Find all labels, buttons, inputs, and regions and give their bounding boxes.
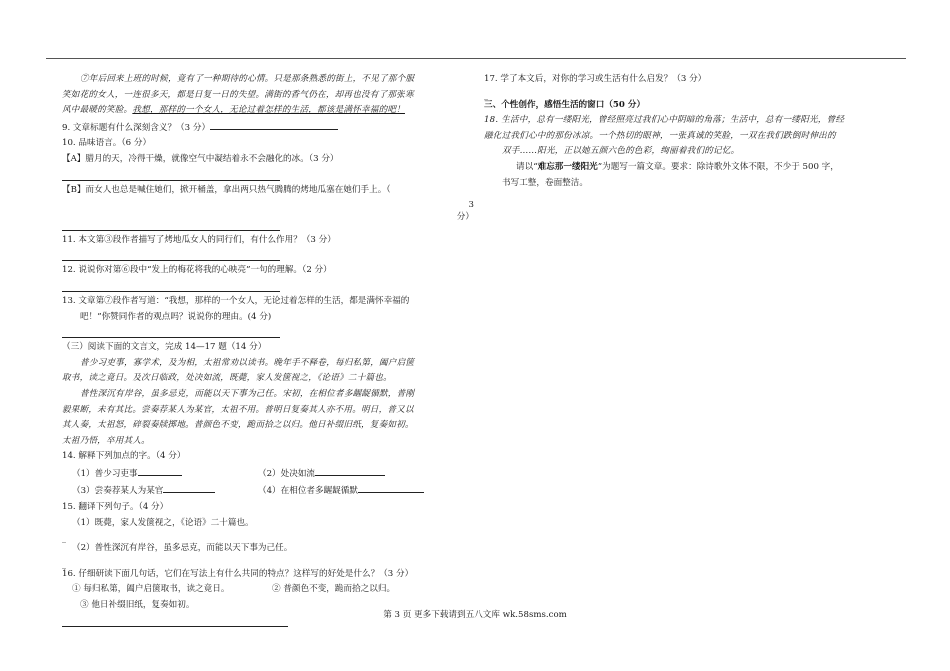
question-18-requirement xyxy=(484,160,894,176)
answer-dash[interactable]: _ xyxy=(62,559,66,569)
question-18-requirement-line2: 书写工整，卷面整洁。 xyxy=(502,177,588,188)
section-writing-heading: 三、个性创作，感悟生活的窗口（50 分） xyxy=(484,99,646,110)
answer-line[interactable] xyxy=(62,218,280,231)
question-14-item1 xyxy=(72,465,258,483)
question-10: 10. 品味语言。（6 分） xyxy=(62,138,152,149)
classical-text-line1: 普少习吏事，寡学术，及为相，太祖常劝以读书。晚年手不释卷，每归私第，阖户启箧 xyxy=(80,357,415,368)
answer-dash[interactable]: _ xyxy=(62,534,66,544)
answer-line[interactable] xyxy=(62,248,280,261)
requirement-text: ”为题写一篇文章。要求：除诗歌外文体不限，不少于 500 字， xyxy=(597,161,839,172)
question-10a: 【A】腊月的天，冷得干燥，就像空气中凝结着永不会融化的冰。（3 分） xyxy=(62,153,339,164)
question-9 xyxy=(62,119,474,137)
question-16: 16. 仔细研读下面几句话，它们在写法上有什么共同的特点？这样写的好处是什么？（3 分） xyxy=(62,568,414,579)
question-14-item4 xyxy=(258,482,424,500)
question-16-row1 xyxy=(62,582,474,598)
answer-line[interactable] xyxy=(62,279,280,292)
answer-blank[interactable] xyxy=(358,482,424,493)
underlined-sentence: 我想，那样的一个女人，无论过着怎样的生活，都该是满怀幸福的吧！ xyxy=(132,105,405,116)
classical-text-line6: 太祖乃悟，卒用其人。 xyxy=(62,435,150,446)
question-17: 17. 学了本文后，对你的学习或生活有什么启发？（3 分） xyxy=(484,74,707,84)
answer-line[interactable] xyxy=(62,325,280,338)
question-14-item3 xyxy=(72,482,258,500)
answer-blank[interactable] xyxy=(210,119,338,130)
question-10b-line2: 3 xyxy=(468,200,474,211)
question-14-row1 xyxy=(62,465,474,483)
answer-blank[interactable] xyxy=(138,465,182,476)
question-16-item2: ② 普颜色不变，跪而拾之以归。 xyxy=(272,584,396,595)
question-14-item1-text: （1）普少习吏事 xyxy=(72,468,138,479)
question-18-line3: 双手……阳光，正以她五颜六色的色彩，绚丽着我们的记忆。 xyxy=(502,146,740,157)
question-14: 14. 解释下列加点的字。（4 分） xyxy=(62,451,186,462)
question-11: 11. 本文第③段作者描写了烤地瓜女人的同行们，有什么作用？（3 分） xyxy=(62,234,336,245)
question-14-item3-text: （3）尝奏荐某人为某官 xyxy=(72,486,164,497)
answer-dash[interactable]: _ xyxy=(484,90,488,100)
question-10b-line3: 分） xyxy=(456,212,474,223)
passage-paragraph-7-line3 xyxy=(62,103,474,119)
question-15-item2: （2）普性深沉有岸谷，虽多忌克，而能以天下事为己任。 xyxy=(72,543,293,554)
question-14-item2-text: （2）处决如流 xyxy=(258,468,316,479)
question-13-line1: 13. 文章第⑦段作者写道：“我想，那样的一个女人，无论过着怎样的生活，都是满怀幸福的 xyxy=(62,295,410,306)
classical-text-line4: 毅果断，未有其比。尝奏荐某人为某官，太祖不用。普明日复奏其人亦不用。明日，普又以 xyxy=(62,404,414,415)
question-18-line1: 18. 生活中，总有一缕阳光，曾经照亮过我们心中阴暗的角落；生活中，总有一缕阳光，曾经 xyxy=(484,115,845,126)
answer-blank[interactable] xyxy=(163,482,215,493)
classical-text-line5: 其人奏，太祖怒，碎裂奏牍掷地。普颜色不变，跪而拾之以归。他日补缀旧纸，复奏如初。 xyxy=(62,420,414,431)
question-13-line2: 吧！”你赞同作者的观点吗？说说你的理由。(4 分) xyxy=(80,311,272,322)
essay-title: 难忘那一缕阳光 xyxy=(537,161,598,172)
question-15: 15. 翻译下列句子。（4 分） xyxy=(62,502,169,513)
question-15-item1: （1）既薨，家人发箧视之，《论语》二十篇也。 xyxy=(72,517,254,528)
question-18-line2: 融化过我们心中的那份冰凉。一个热切的眼神，一张真诚的笑脸，一双在我们跌倒时伸出的 xyxy=(484,130,836,141)
classical-text-line2: 取书，读之竟日。及次日临政，处决如流，既薨，家人发箧视之，《论语》二十篇也。 xyxy=(62,373,392,384)
answer-blank[interactable] xyxy=(315,465,385,476)
classical-text-line3: 普性深沉有岸谷，虽多忌克，而能以天下事为己任。宋初，在相位者多龌龊循默，普刚 xyxy=(80,388,415,399)
question-9-text: 9. 文章标题有什么深刻含义？（3 分） xyxy=(62,122,211,133)
page-footer: 第 3 页 更多下载请到五八文库 wk.58sms.com xyxy=(383,610,567,620)
question-14-row2 xyxy=(62,482,474,500)
question-14-item2 xyxy=(258,465,385,483)
passage-text: 风中最暖的笑脸。 xyxy=(62,105,133,116)
right-column xyxy=(484,72,894,191)
section-3-heading: （三）阅读下面的文言文，完成 14—17 题（14 分） xyxy=(62,342,267,353)
question-14-item4-text: （4）在相位者多龌龊循默 xyxy=(258,486,358,497)
question-12: 12. 说说你对第⑥段中“发上的梅花将我的心映亮”一句的理解。（2 分） xyxy=(62,265,332,276)
requirement-text: 请以“ xyxy=(516,161,538,172)
left-column xyxy=(62,72,474,629)
question-16-item1: ① 每归私第，阖户启箧取书，读之竟日。 xyxy=(72,584,230,595)
passage-paragraph-7-line2: 笑如花的女人，一连很多天，都是日复一日的失望。满街的香气仍在，却再也没有了那张寒 xyxy=(62,89,414,100)
question-16-item3: ③ 他日补缀旧纸，复奏如初。 xyxy=(80,600,195,611)
question-10b-line1: 【B】而女人也总是喊住她们，掀开桶盖，拿出两只热气腾腾的烤地瓜塞在她们手上。（ xyxy=(62,184,391,195)
answer-line[interactable] xyxy=(62,168,280,181)
passage-paragraph-7-line1: ⑦年后回来上班的时候，竟有了一种期待的心情。只是那条熟悉的街上，不见了那个服 xyxy=(80,74,415,84)
